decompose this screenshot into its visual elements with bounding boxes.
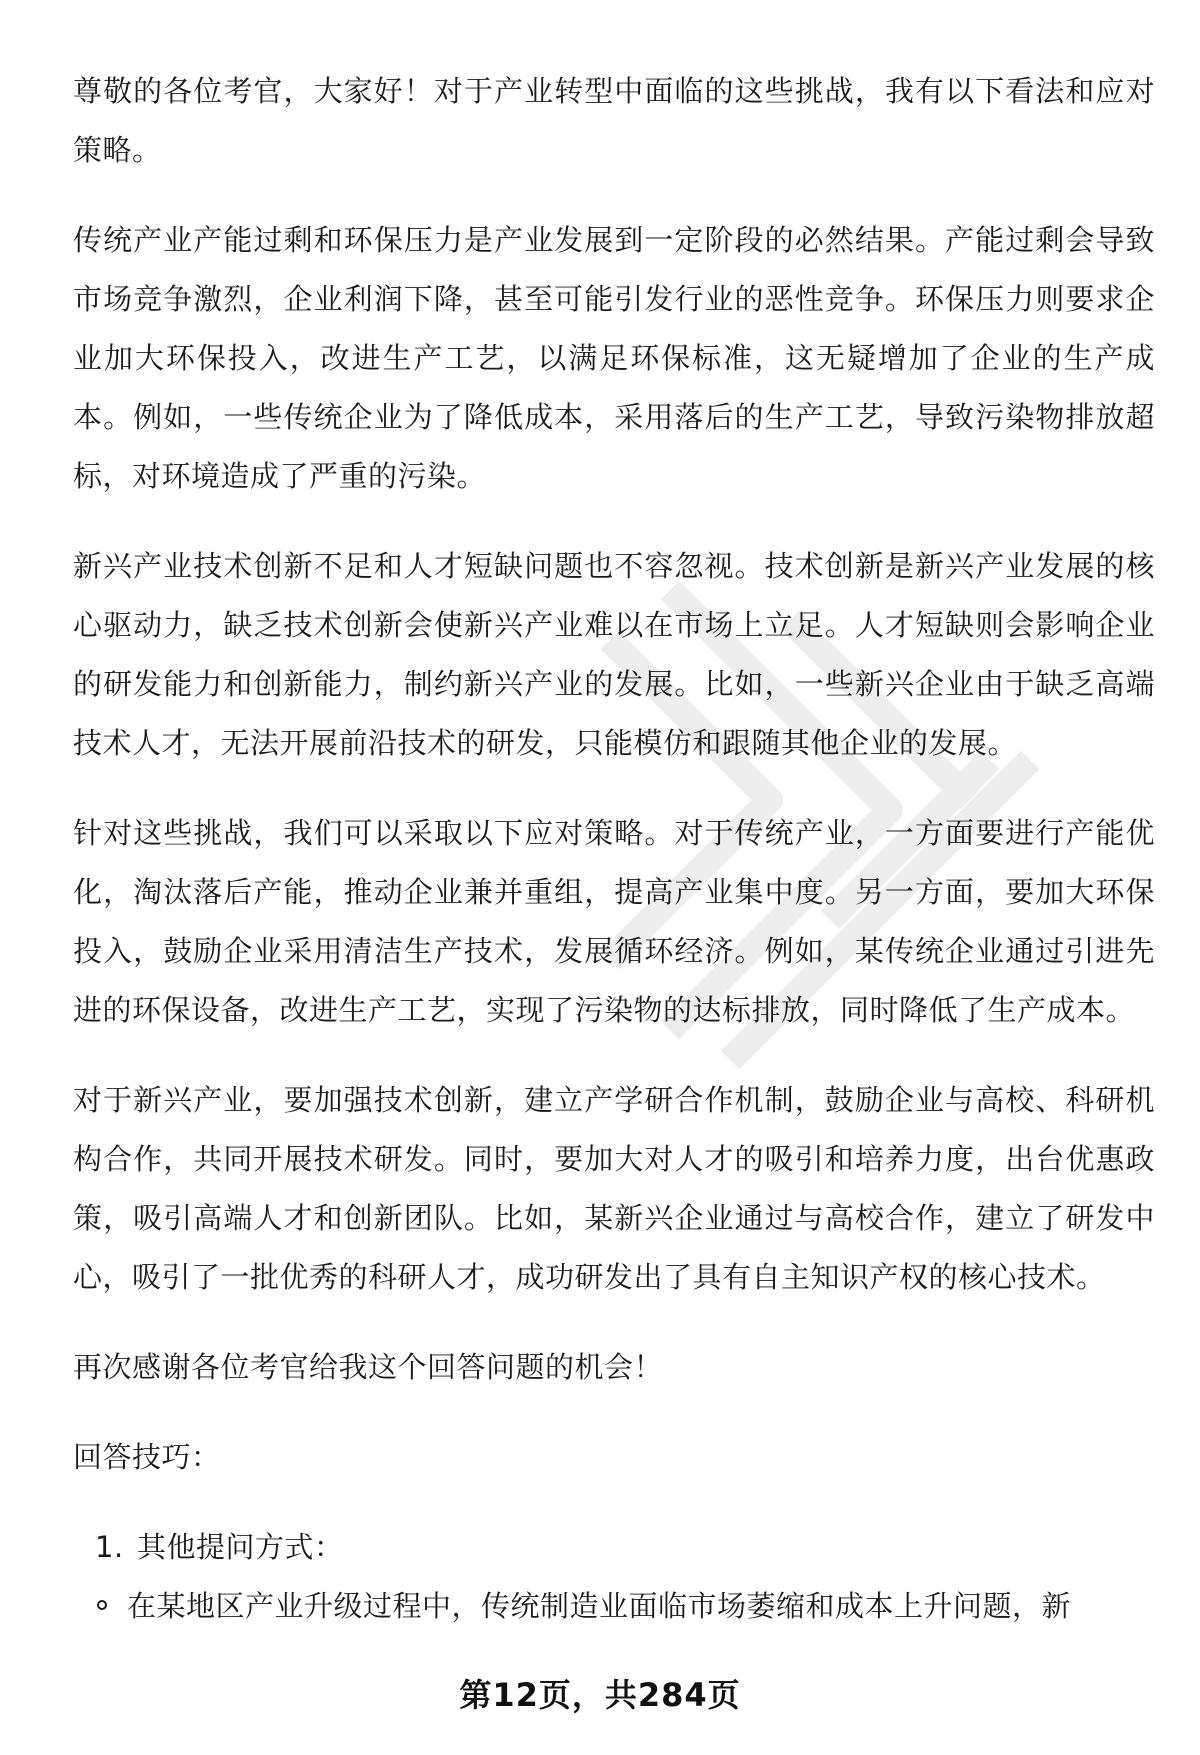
hollow-bullet-icon [97, 1600, 107, 1610]
paragraph-strategy-emerging: 对于新兴产业，要加强技术创新，建立产学研合作机制，鼓励企业与高校、科研机构合作，共同开展技术研发。同时，要加大对人才的吸引和培养力度，出台优惠政策，吸引高端人才和创新团队。比如，某新兴企业通过与高校合作，建立了研发中心，吸引了一批优秀的科研人才，成功研发出了具有自主知识产权的核心技术。 [73, 1083, 1155, 1294]
paragraph-emerging-industry: 新兴产业技术创新不足和人才短缺问题也不容忽视。技术创新是新兴产业发展的核心驱动力，缺乏技术创新会使新兴产业难以在市场上立足。人才短缺则会影响企业的研发能力和创新能力，制约新兴产业的发展。比如，一些新兴企业由于缺乏高端技术人才，无法开展前沿技术的研发，只能模仿和跟随其他企业的发展。 [73, 549, 1155, 760]
tip-sub-item [73, 1577, 1087, 1636]
paragraph-strategy-traditional: 针对这些挑战，我们可以采取以下应对策略。对于传统产业，一方面要进行产能优化，淘汰落后产能，推动企业兼并重组，提高产业集中度。另一方面，要加大环保投入，鼓励企业采用清洁生产技术，发展循环经济。例如，某传统企业通过引进先进的环保设备，改进生产工艺，实现了污染物的达标排放，同时降低了生产成本。 [73, 816, 1155, 1027]
tip-label: 其他提问方式： [137, 1530, 344, 1564]
tips-list [73, 1518, 1155, 1577]
paragraph-traditional-industry: 传统产业产能过剩和环保压力是产业发展到一定阶段的必然结果。产能过剩会导致市场竞争激烈，企业利润下降，甚至可能引发行业的恶性竞争。环保压力则要求企业加大环保投入，改进生产工艺，以满足环保标准，这无疑增加了企业的生产成本。例如，一些传统企业为了降低成本，采用落后的生产工艺，导致污染物排放超标，对环境造成了严重的污染。 [73, 223, 1155, 493]
document-body [73, 62, 1155, 1636]
tip-sub-text: 在某地区产业升级过程中，传统制造业面临市场萎缩和成本上升问题，新 [127, 1589, 1072, 1623]
tip-item [83, 1518, 1155, 1577]
tip-sub-list [73, 1577, 1155, 1636]
paragraph-greeting: 尊敬的各位考官，大家好！对于产业转型中面临的这些挑战，我有以下看法和应对策略。 [73, 74, 1155, 167]
page-number-footer: 第12页，共284页 [459, 1676, 741, 1714]
paragraph-thanks: 再次感谢各位考官给我这个回答问题的机会！ [73, 1350, 664, 1384]
tips-heading: 回答技巧： [73, 1440, 221, 1474]
tip-number: 1. [95, 1530, 124, 1564]
